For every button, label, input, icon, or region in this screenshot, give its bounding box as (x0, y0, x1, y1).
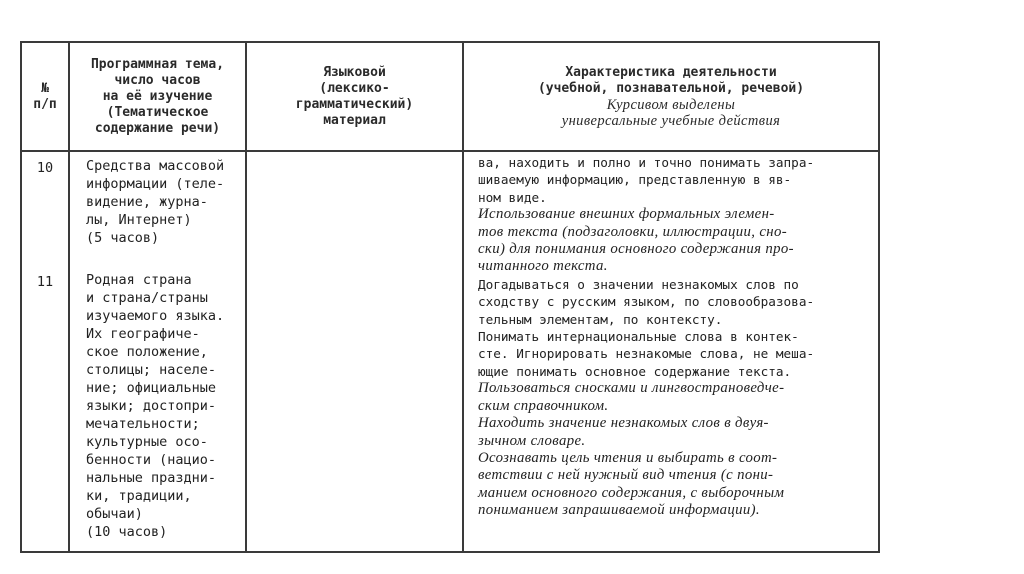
theme-line: информации (теле- (86, 176, 225, 192)
header-language-line: Языковой (323, 64, 386, 80)
table-bottom-border (20, 551, 880, 553)
header-number-line: п/п (33, 96, 57, 112)
header-language-line: грамматический) (295, 96, 414, 112)
header-activity (464, 43, 878, 150)
row-number: 11 (36, 274, 54, 290)
theme-line: лы, Интернет) (86, 212, 192, 228)
activity-line-italic: манием основного содержания, с выборочным (478, 484, 785, 501)
header-language-line: (лексико- (319, 80, 390, 96)
theme-line: ское положение, (86, 344, 208, 360)
activity-line: Догадываться о значении незнакомых слов по (478, 276, 799, 292)
header-activity-line: Характеристика деятельности (565, 64, 777, 80)
header-number (22, 43, 68, 150)
theme-line: (10 часов) (86, 524, 168, 540)
theme-line: нальные праздни- (86, 470, 217, 486)
header-activity-italic-line: Курсивом выделены (606, 96, 736, 113)
table-right-border (878, 41, 880, 553)
activity-line: ва, находить и полно и точно понимать запра- (478, 155, 815, 170)
theme-line: видение, журна- (86, 194, 208, 210)
theme-line: языки; достопри- (86, 398, 217, 414)
theme-line: ки, традиции, (86, 488, 192, 504)
header-number-line: № (41, 80, 49, 96)
header-theme-line: число часов (114, 72, 201, 88)
header-theme-line: содержание речи) (94, 120, 221, 136)
activity-line: Понимать интернациональные слова в контек- (478, 329, 799, 345)
header-language (247, 43, 462, 150)
theme-line: Родная страна (86, 272, 192, 288)
theme-line: ние; официальные (86, 380, 217, 396)
language-material-cell (247, 152, 462, 551)
theme-line: Средства массовой (86, 158, 225, 174)
theme-line: мечательности; (86, 416, 200, 432)
header-activity-italic-line: универсальные учебные действия (561, 112, 781, 129)
header-language-line: материал (323, 112, 386, 128)
activity-line-italic: Осознавать цель чтения и выбирать в соот- (478, 449, 778, 466)
header-theme-line: Программная тема, (90, 56, 225, 72)
theme-line: (5 часов) (86, 230, 160, 246)
activity-line: сходству с русским языком, по словообразова- (478, 294, 815, 310)
theme-line: обычаи) (86, 506, 143, 522)
theme-line: Их географиче- (86, 326, 200, 342)
activity-cell (478, 154, 814, 520)
activity-line-italic: Использование внешних формальных элемен- (478, 206, 775, 223)
activity-line: тельным элементам, по контексту. (478, 311, 723, 327)
theme-line: и страна/страны (86, 290, 208, 306)
activity-line-italic: пониманием запрашиваемой информации). (478, 502, 760, 519)
theme-line: бенности (нацио- (86, 452, 217, 468)
theme-cell-row-10 (86, 157, 224, 247)
activity-line-italic: ветствии с ней нужный вид чтения (с пони- (478, 467, 774, 484)
activity-line-italic: тов текста (подзаголовки, иллюстрации, сно- (478, 223, 787, 240)
activity-line-italic: Находить значение незнакомых слов в двуя- (478, 415, 769, 432)
activity-line: ющие понимать основное содержание текста. (478, 363, 792, 379)
activity-line-italic: Пользоваться сносками и лингвострановедче- (478, 380, 785, 397)
row-number: 10 (36, 160, 54, 176)
header-theme-line: на её изучение (102, 88, 213, 104)
activity-line-italic: ски) для понимания основного содержания про- (478, 241, 794, 258)
theme-line: культурные осо- (86, 434, 208, 450)
header-activity-line: (учебной, познавательной, речевой) (537, 80, 805, 96)
theme-cell-row-11 (86, 271, 224, 541)
theme-line: столицы; населе- (86, 362, 217, 378)
theme-line: изучаемого языка. (86, 308, 225, 324)
activity-line: шиваемую информацию, представленную в яв- (478, 172, 792, 188)
activity-line-italic: ским справочником. (478, 397, 609, 414)
activity-line-italic: читанного текста. (478, 258, 608, 275)
header-theme-line: (Тематическое (106, 104, 209, 120)
activity-line: ном виде. (478, 189, 547, 205)
activity-line: сте. Игнорировать незнакомые слова, не меша- (478, 346, 815, 362)
activity-line-italic: зычном словаре. (478, 432, 586, 449)
header-theme (70, 43, 245, 150)
